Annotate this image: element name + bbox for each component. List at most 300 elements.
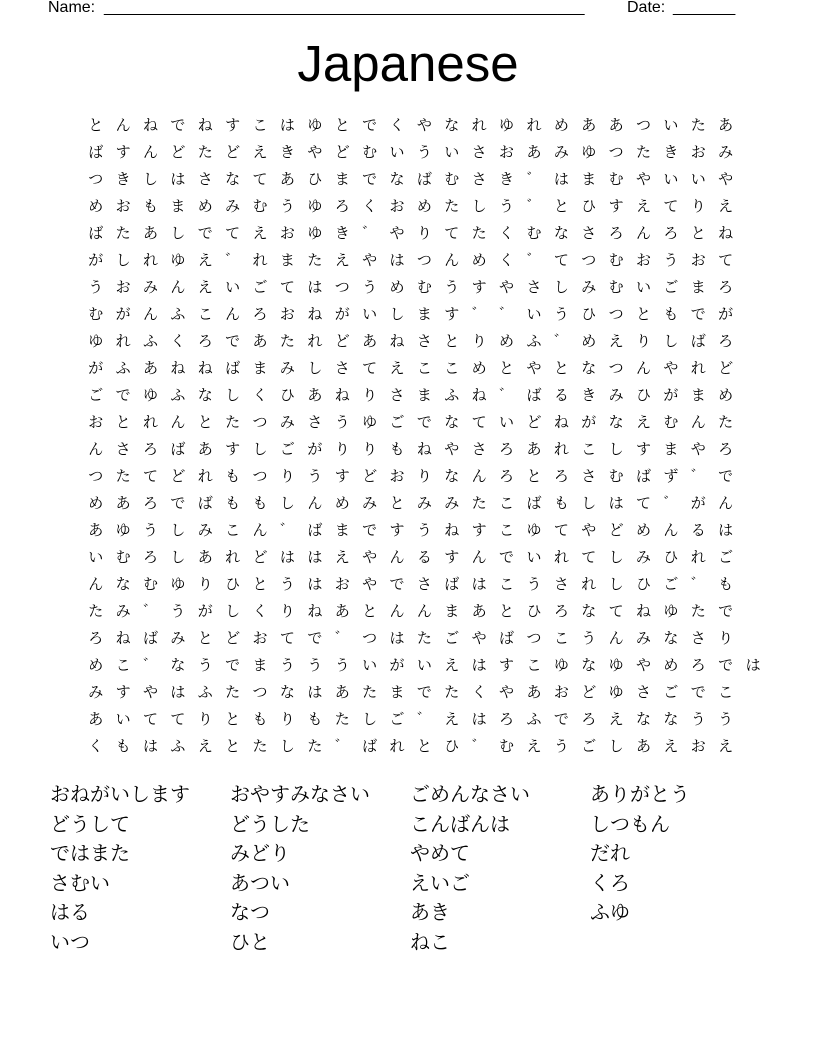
grid-cell[interactable]: て [663,197,679,215]
grid-cell[interactable]: い [115,710,131,728]
grid-cell[interactable]: で [170,116,186,134]
grid-cell[interactable]: で [225,656,241,674]
grid-cell[interactable]: さ [416,575,432,593]
grid-cell[interactable]: あ [142,224,158,242]
grid-cell[interactable]: ば [526,386,542,404]
grid-cell[interactable]: ゆ [608,683,624,701]
grid-cell[interactable]: し [142,170,158,188]
grid-cell[interactable]: す [608,197,624,215]
grid-cell[interactable]: も [718,575,734,593]
grid-cell[interactable]: す [636,440,652,458]
grid-cell[interactable]: み [279,359,295,377]
grid-cell[interactable]: ご [88,386,104,404]
grid-cell[interactable]: お [115,278,131,296]
grid-cell[interactable]: で [225,332,241,350]
grid-cell[interactable]: き [115,170,131,188]
grid-cell[interactable]: ば [88,143,104,161]
grid-cell[interactable]: ろ [499,467,515,485]
grid-cell[interactable]: ゆ [526,521,542,539]
grid-cell[interactable]: ど [526,413,542,431]
grid-cell[interactable]: あ [197,548,213,566]
grid-cell[interactable]: い [526,548,542,566]
grid-cell[interactable]: ふ [170,386,186,404]
grid-cell[interactable]: ん [252,521,268,539]
grid-cell[interactable]: し [279,737,295,755]
grid-cell[interactable]: ん [170,413,186,431]
grid-cell[interactable]: く [499,251,515,269]
grid-cell[interactable]: む [444,170,460,188]
grid-cell[interactable]: り [279,602,295,620]
grid-cell[interactable]: ろ [608,224,624,242]
grid-cell[interactable]: ご [718,548,734,566]
grid-cell[interactable]: は [279,116,295,134]
grid-cell[interactable]: ば [526,494,542,512]
grid-cell[interactable]: は [279,548,295,566]
grid-cell[interactable]: ど [225,143,241,161]
grid-cell[interactable]: す [444,305,460,323]
grid-cell[interactable]: こ [526,656,542,674]
grid-cell[interactable]: た [225,683,241,701]
grid-cell[interactable]: た [225,413,241,431]
grid-cell[interactable]: も [225,494,241,512]
grid-cell[interactable]: は [471,710,487,728]
grid-cell[interactable]: な [170,656,186,674]
grid-cell[interactable]: で [362,170,378,188]
grid-cell[interactable]: あ [334,602,350,620]
grid-cell[interactable]: ご [663,683,679,701]
grid-cell[interactable]: く [252,602,268,620]
grid-cell[interactable]: す [334,467,350,485]
grid-cell[interactable]: う [499,197,515,215]
grid-cell[interactable]: た [416,629,432,647]
grid-cell[interactable]: は [142,737,158,755]
grid-cell[interactable]: ん [142,305,158,323]
grid-cell[interactable]: ん [608,629,624,647]
grid-cell[interactable]: し [279,494,295,512]
grid-cell[interactable]: し [553,278,569,296]
grid-cell[interactable]: ん [225,305,241,323]
grid-cell[interactable]: ば [142,629,158,647]
name-blank-line[interactable]: ______________________________________________________ [104,0,585,16]
grid-cell[interactable]: さ [416,332,432,350]
grid-cell[interactable]: う [307,656,323,674]
grid-cell[interactable]: り [471,332,487,350]
grid-cell[interactable]: り [362,386,378,404]
grid-cell[interactable]: で [197,224,213,242]
grid-cell[interactable]: お [389,467,405,485]
grid-cell[interactable]: で [362,521,378,539]
grid-cell[interactable]: こ [499,575,515,593]
grid-cell[interactable]: ゆ [307,116,323,134]
grid-cell[interactable]: ゆ [608,656,624,674]
grid-cell[interactable]: や [362,548,378,566]
grid-cell[interactable]: な [225,170,241,188]
grid-cell[interactable]: お [115,197,131,215]
grid-cell[interactable]: ど [362,467,378,485]
grid-cell[interactable]: ば [170,440,186,458]
grid-cell[interactable]: り [416,467,432,485]
grid-cell[interactable]: い [444,143,460,161]
grid-cell[interactable]: ふ [170,305,186,323]
grid-cell[interactable]: ゆ [170,575,186,593]
grid-cell[interactable]: あ [526,683,542,701]
grid-cell[interactable]: や [416,116,432,134]
grid-cell[interactable]: は [307,548,323,566]
grid-cell[interactable]: て [225,224,241,242]
grid-cell[interactable]: み [718,143,734,161]
grid-cell[interactable]: ま [170,197,186,215]
grid-cell[interactable]: ど [225,629,241,647]
grid-cell[interactable]: め [88,494,104,512]
grid-cell[interactable]: な [197,386,213,404]
grid-cell[interactable]: た [444,197,460,215]
grid-cell[interactable]: さ [389,386,405,404]
grid-cell[interactable]: や [499,278,515,296]
grid-cell[interactable]: が [718,305,734,323]
grid-cell[interactable]: ゆ [307,197,323,215]
grid-cell[interactable]: こ [499,521,515,539]
grid-cell[interactable]: お [690,143,706,161]
grid-cell[interactable]: ね [471,386,487,404]
grid-cell[interactable]: た [197,143,213,161]
grid-cell[interactable]: と [225,710,241,728]
grid-cell[interactable]: さ [581,467,597,485]
grid-cell[interactable]: む [362,143,378,161]
grid-cell[interactable]: ね [197,116,213,134]
grid-cell[interactable]: ば [197,494,213,512]
grid-cell[interactable]: ね [416,440,432,458]
grid-cell[interactable]: ひ [581,197,597,215]
grid-cell[interactable]: や [307,143,323,161]
grid-cell[interactable]: で [389,575,405,593]
grid-cell[interactable]: さ [115,440,131,458]
grid-cell[interactable]: れ [142,413,158,431]
grid-cell[interactable]: ば [362,737,378,755]
grid-cell[interactable]: な [444,467,460,485]
grid-cell[interactable]: る [553,386,569,404]
grid-cell[interactable]: め [88,656,104,674]
grid-cell[interactable]: で [553,710,569,728]
grid-cell[interactable]: や [471,629,487,647]
grid-cell[interactable]: な [663,629,679,647]
grid-cell[interactable]: す [389,521,405,539]
grid-cell[interactable]: ず [663,467,679,485]
grid-cell[interactable]: ば [416,170,432,188]
grid-cell[interactable]: し [608,548,624,566]
grid-cell[interactable]: で [416,683,432,701]
grid-cell[interactable]: は [718,521,734,539]
grid-cell[interactable]: ご [252,278,268,296]
grid-cell[interactable]: え [526,737,542,755]
grid-cell[interactable]: れ [197,467,213,485]
grid-cell[interactable]: ふ [115,359,131,377]
grid-cell[interactable]: た [471,494,487,512]
grid-cell[interactable]: む [252,197,268,215]
grid-cell[interactable]: ひ [444,737,460,755]
grid-cell[interactable]: ば [88,224,104,242]
grid-cell[interactable]: え [636,197,652,215]
grid-cell[interactable]: さ [553,575,569,593]
grid-cell[interactable]: ん [307,494,323,512]
grid-cell[interactable]: め [334,494,350,512]
grid-cell[interactable]: す [471,521,487,539]
grid-cell[interactable]: ひ [636,386,652,404]
grid-cell[interactable]: ご [444,629,460,647]
grid-cell[interactable]: た [362,683,378,701]
grid-cell[interactable]: ご [389,710,405,728]
grid-cell[interactable]: み [88,683,104,701]
grid-cell[interactable]: め [718,386,734,404]
grid-cell[interactable]: ど [170,143,186,161]
grid-cell[interactable]: ふ [142,332,158,350]
grid-cell[interactable]: り [690,197,706,215]
grid-cell[interactable]: と [197,629,213,647]
grid-cell[interactable]: お [690,737,706,755]
grid-cell[interactable]: れ [142,251,158,269]
grid-cell[interactable]: み [142,278,158,296]
grid-cell[interactable]: い [636,278,652,296]
grid-cell[interactable]: あ [252,332,268,350]
grid-cell[interactable]: つ [608,305,624,323]
grid-cell[interactable]: つ [636,116,652,134]
grid-cell[interactable]: う [279,575,295,593]
grid-cell[interactable]: て [471,413,487,431]
grid-cell[interactable]: あ [88,710,104,728]
grid-cell[interactable]: あ [142,359,158,377]
grid-cell[interactable]: ろ [88,629,104,647]
grid-cell[interactable]: み [362,494,378,512]
grid-cell[interactable]: な [663,710,679,728]
grid-cell[interactable]: ゛ [334,737,350,755]
grid-cell[interactable]: が [88,359,104,377]
grid-cell[interactable]: う [279,197,295,215]
grid-cell[interactable]: た [88,602,104,620]
grid-cell[interactable]: て [252,170,268,188]
grid-cell[interactable]: ん [690,413,706,431]
grid-cell[interactable]: ね [307,305,323,323]
grid-cell[interactable]: な [553,224,569,242]
grid-cell[interactable]: ろ [142,494,158,512]
grid-cell[interactable]: こ [553,629,569,647]
grid-cell[interactable]: と [389,494,405,512]
grid-cell[interactable]: む [663,413,679,431]
grid-cell[interactable]: て [279,278,295,296]
grid-cell[interactable]: こ [225,521,241,539]
grid-cell[interactable]: れ [307,332,323,350]
grid-cell[interactable]: ま [334,521,350,539]
grid-cell[interactable]: ゛ [225,251,241,269]
grid-cell[interactable]: や [362,575,378,593]
grid-cell[interactable]: ろ [663,224,679,242]
grid-cell[interactable]: ど [581,683,597,701]
grid-cell[interactable]: つ [581,251,597,269]
grid-cell[interactable]: め [581,332,597,350]
grid-cell[interactable]: み [608,386,624,404]
grid-cell[interactable]: は [307,683,323,701]
grid-cell[interactable]: え [252,143,268,161]
grid-cell[interactable]: ひ [526,602,542,620]
grid-cell[interactable]: ご [663,278,679,296]
grid-cell[interactable]: た [636,143,652,161]
grid-cell[interactable]: お [389,197,405,215]
grid-cell[interactable]: な [444,413,460,431]
grid-cell[interactable]: め [663,656,679,674]
grid-cell[interactable]: ん [389,548,405,566]
grid-cell[interactable]: お [553,683,569,701]
grid-cell[interactable]: う [416,143,432,161]
grid-cell[interactable]: と [499,359,515,377]
grid-cell[interactable]: い [663,170,679,188]
grid-cell[interactable]: ゛ [279,521,295,539]
grid-cell[interactable]: は [745,656,761,674]
grid-cell[interactable]: て [608,602,624,620]
grid-cell[interactable]: こ [718,683,734,701]
grid-cell[interactable]: は [307,575,323,593]
grid-cell[interactable]: ま [416,305,432,323]
grid-cell[interactable]: は [471,575,487,593]
grid-cell[interactable]: や [389,224,405,242]
grid-cell[interactable]: ん [115,116,131,134]
grid-cell[interactable]: ば [499,629,515,647]
grid-cell[interactable]: や [690,440,706,458]
grid-cell[interactable]: さ [471,170,487,188]
grid-cell[interactable]: つ [252,413,268,431]
grid-cell[interactable]: い [690,170,706,188]
grid-cell[interactable]: ゛ [416,710,432,728]
grid-cell[interactable]: で [718,602,734,620]
grid-cell[interactable]: す [471,278,487,296]
grid-cell[interactable]: ん [88,575,104,593]
grid-cell[interactable]: ゛ [362,224,378,242]
grid-cell[interactable]: ん [170,278,186,296]
grid-cell[interactable]: ど [252,548,268,566]
grid-cell[interactable]: う [690,710,706,728]
grid-cell[interactable]: い [499,413,515,431]
grid-cell[interactable]: や [142,683,158,701]
grid-cell[interactable]: ひ [307,170,323,188]
grid-cell[interactable]: ろ [718,440,734,458]
grid-cell[interactable]: も [663,305,679,323]
grid-cell[interactable]: も [225,467,241,485]
grid-cell[interactable]: み [581,278,597,296]
grid-cell[interactable]: と [252,575,268,593]
grid-cell[interactable]: や [581,521,597,539]
grid-cell[interactable]: つ [608,359,624,377]
grid-cell[interactable]: め [471,359,487,377]
grid-cell[interactable]: て [553,251,569,269]
grid-cell[interactable]: で [718,656,734,674]
grid-cell[interactable]: ん [636,359,652,377]
grid-cell[interactable]: し [608,440,624,458]
grid-cell[interactable]: な [444,116,460,134]
grid-cell[interactable]: え [334,251,350,269]
grid-cell[interactable]: つ [252,467,268,485]
grid-cell[interactable]: あ [362,332,378,350]
grid-cell[interactable]: や [636,170,652,188]
grid-cell[interactable]: む [526,224,542,242]
grid-cell[interactable]: く [88,737,104,755]
grid-cell[interactable]: ゛ [553,332,569,350]
grid-cell[interactable]: う [663,251,679,269]
grid-cell[interactable]: す [499,656,515,674]
grid-cell[interactable]: み [197,521,213,539]
grid-cell[interactable]: こ [197,305,213,323]
grid-cell[interactable]: ど [608,521,624,539]
grid-cell[interactable]: た [334,710,350,728]
grid-cell[interactable]: で [115,386,131,404]
grid-cell[interactable]: な [581,602,597,620]
grid-cell[interactable]: ね [334,386,350,404]
grid-cell[interactable]: も [142,197,158,215]
grid-cell[interactable]: ど [170,467,186,485]
grid-cell[interactable]: ろ [252,305,268,323]
grid-cell[interactable]: て [553,521,569,539]
grid-cell[interactable]: な [608,413,624,431]
grid-cell[interactable]: つ [88,170,104,188]
grid-cell[interactable]: も [115,737,131,755]
grid-cell[interactable]: ま [252,359,268,377]
grid-cell[interactable]: ば [636,467,652,485]
grid-cell[interactable]: ふ [526,710,542,728]
grid-cell[interactable]: あ [307,386,323,404]
grid-cell[interactable]: て [636,494,652,512]
grid-cell[interactable]: あ [197,440,213,458]
grid-cell[interactable]: ま [334,170,350,188]
grid-cell[interactable]: し [170,548,186,566]
grid-cell[interactable]: が [690,494,706,512]
grid-cell[interactable]: え [608,332,624,350]
grid-cell[interactable]: く [499,224,515,242]
grid-cell[interactable]: り [362,440,378,458]
grid-cell[interactable]: て [142,467,158,485]
grid-cell[interactable]: ゛ [471,305,487,323]
grid-cell[interactable]: と [225,737,241,755]
grid-cell[interactable]: ん [416,602,432,620]
grid-cell[interactable]: う [307,467,323,485]
grid-cell[interactable]: む [499,737,515,755]
grid-cell[interactable]: い [416,656,432,674]
grid-cell[interactable]: た [279,332,295,350]
grid-cell[interactable]: ゆ [581,143,597,161]
grid-cell[interactable]: み [416,494,432,512]
grid-cell[interactable]: め [553,116,569,134]
grid-cell[interactable]: て [362,359,378,377]
grid-cell[interactable]: み [170,629,186,647]
grid-cell[interactable]: え [608,710,624,728]
grid-cell[interactable]: り [416,224,432,242]
grid-cell[interactable]: お [334,575,350,593]
grid-cell[interactable]: ひ [581,305,597,323]
grid-cell[interactable]: め [499,332,515,350]
grid-cell[interactable]: あ [471,602,487,620]
grid-cell[interactable]: ん [636,224,652,242]
grid-cell[interactable]: は [608,494,624,512]
grid-cell[interactable]: や [526,359,542,377]
grid-cell[interactable]: ひ [279,386,295,404]
grid-cell[interactable]: ゆ [663,602,679,620]
grid-cell[interactable]: ふ [170,737,186,755]
grid-cell[interactable]: つ [362,629,378,647]
grid-cell[interactable]: り [197,710,213,728]
grid-cell[interactable]: う [444,278,460,296]
grid-cell[interactable]: う [334,413,350,431]
grid-cell[interactable]: う [553,305,569,323]
grid-cell[interactable]: し [362,710,378,728]
grid-cell[interactable]: あ [115,494,131,512]
grid-cell[interactable]: さ [334,359,350,377]
grid-cell[interactable]: す [225,116,241,134]
grid-cell[interactable]: ゛ [526,251,542,269]
